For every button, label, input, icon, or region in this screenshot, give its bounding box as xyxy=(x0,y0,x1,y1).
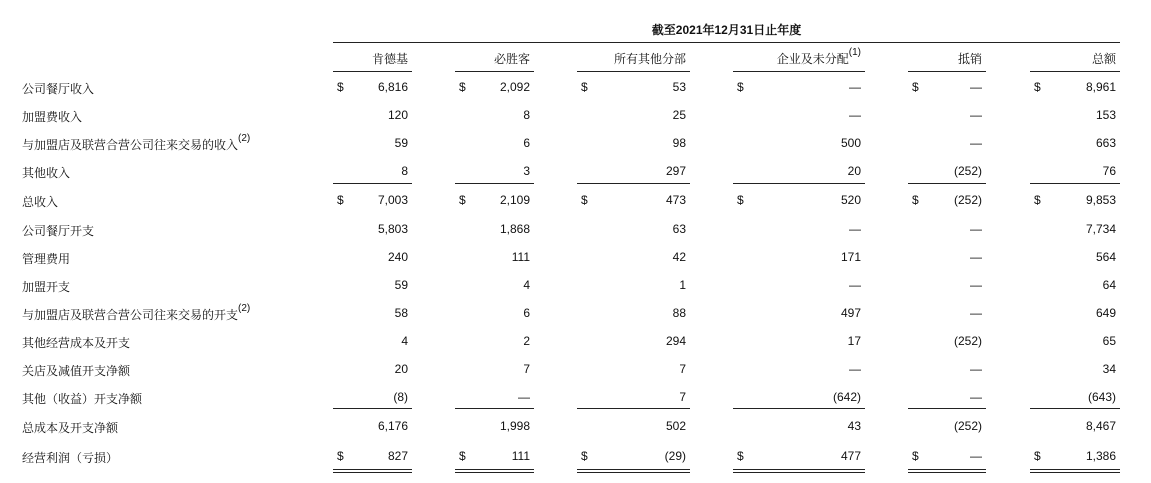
table-row xyxy=(0,80,1151,98)
table-cell xyxy=(333,250,412,268)
table-cell xyxy=(333,80,412,98)
footnote-ref: (2) xyxy=(238,303,251,314)
table-cell xyxy=(1030,164,1120,182)
table-cell xyxy=(333,222,412,240)
table-row xyxy=(0,390,1151,408)
total-double-rule xyxy=(908,469,986,473)
cell-value: 6,176 xyxy=(377,419,408,433)
subtotal-rule xyxy=(733,408,865,409)
cell-value: — xyxy=(970,278,982,292)
subtotal-rule xyxy=(1030,183,1120,184)
table-cell xyxy=(908,250,986,268)
cell-value: 6 xyxy=(523,136,530,150)
currency-symbol: $ xyxy=(581,80,588,94)
table-cell xyxy=(733,419,865,437)
cell-value: 17 xyxy=(847,334,861,348)
row-label-text: 管理费用 xyxy=(22,252,71,266)
cell-value: 7,003 xyxy=(377,193,408,207)
row-label-text: 其他（收益）开支净额 xyxy=(22,392,143,406)
table-row xyxy=(0,334,1151,352)
cell-value: — xyxy=(970,306,982,320)
cell-value: 65 xyxy=(1102,334,1116,348)
cell-value: 8 xyxy=(523,108,530,122)
table-row xyxy=(0,278,1151,296)
column-header xyxy=(908,50,982,66)
column-header xyxy=(333,50,408,66)
cell-value: 171 xyxy=(840,250,861,264)
cell-value: (252) xyxy=(953,164,982,178)
subtotal-rule xyxy=(455,183,534,184)
cell-value: 111 xyxy=(511,250,530,264)
total-double-rule xyxy=(1030,469,1120,473)
subtotal-rule xyxy=(1030,408,1120,409)
table-cell xyxy=(333,193,412,211)
cell-value: 8,467 xyxy=(1085,419,1116,433)
cell-value: — xyxy=(970,449,982,463)
table-cell xyxy=(1030,108,1120,126)
table-cell xyxy=(577,419,690,437)
table-cell xyxy=(908,164,986,182)
cell-value: — xyxy=(849,362,861,376)
cell-value: 477 xyxy=(840,449,861,463)
table-cell xyxy=(455,306,534,324)
column-header xyxy=(1030,50,1116,66)
header-rule xyxy=(577,71,690,72)
column-header xyxy=(455,50,530,66)
cell-value: 649 xyxy=(1095,306,1116,320)
cell-value: — xyxy=(970,362,982,376)
cell-value: 1 xyxy=(679,278,686,292)
table-cell xyxy=(333,136,412,154)
table-cell xyxy=(577,390,690,408)
table-cell xyxy=(455,334,534,352)
table-cell xyxy=(1030,334,1120,352)
table-cell xyxy=(577,164,690,182)
table-cell xyxy=(908,136,986,154)
row-label xyxy=(22,80,94,97)
total-double-rule xyxy=(455,469,534,473)
currency-symbol: $ xyxy=(737,193,744,207)
cell-value: 4 xyxy=(523,278,530,292)
currency-symbol: $ xyxy=(459,80,466,94)
subtotal-rule xyxy=(577,183,690,184)
column-header-label: 所有其他分部 xyxy=(613,52,686,66)
cell-value: 297 xyxy=(665,164,686,178)
row-label xyxy=(22,164,70,181)
column-header-label: 总额 xyxy=(1091,52,1116,66)
cell-value: — xyxy=(849,222,861,236)
table-cell xyxy=(733,80,865,98)
table-cell xyxy=(455,362,534,380)
table-cell xyxy=(455,449,534,467)
table-row xyxy=(0,250,1151,268)
cell-value: — xyxy=(970,250,982,264)
row-label xyxy=(22,193,58,210)
subtotal-rule xyxy=(733,183,865,184)
cell-value: — xyxy=(970,80,982,94)
table-cell xyxy=(733,390,865,408)
table-cell xyxy=(577,136,690,154)
table-cell xyxy=(733,449,865,467)
row-label-text: 总成本及开支净额 xyxy=(22,421,119,435)
cell-value: (29) xyxy=(664,449,686,463)
cell-value: — xyxy=(849,80,861,94)
cell-value: 1,998 xyxy=(499,419,530,433)
cell-value: 76 xyxy=(1102,164,1116,178)
table-cell xyxy=(333,449,412,467)
row-label-text: 其他经营成本及开支 xyxy=(22,336,131,350)
table-cell xyxy=(908,306,986,324)
cell-value: 497 xyxy=(840,306,861,320)
cell-value: 88 xyxy=(672,306,686,320)
table-cell xyxy=(333,362,412,380)
row-label-text: 与加盟店及联营合营公司往来交易的开支 xyxy=(22,308,239,322)
row-label-text: 总收入 xyxy=(22,195,59,209)
cell-value: 34 xyxy=(1102,362,1116,376)
cell-value: (8) xyxy=(393,390,408,404)
table-row xyxy=(0,164,1151,182)
currency-symbol: $ xyxy=(912,80,919,94)
table-cell xyxy=(1030,362,1120,380)
table-cell xyxy=(1030,278,1120,296)
footnote-ref: (1) xyxy=(848,47,861,58)
cell-value: 1,386 xyxy=(1085,449,1116,463)
header-rule xyxy=(333,71,412,72)
row-label xyxy=(22,419,118,436)
table-cell xyxy=(577,80,690,98)
table-cell xyxy=(577,278,690,296)
row-label xyxy=(22,303,251,323)
row-label xyxy=(22,133,251,153)
currency-symbol: $ xyxy=(912,193,919,207)
cell-value: — xyxy=(970,222,982,236)
cell-value: 98 xyxy=(672,136,686,150)
table-cell xyxy=(577,250,690,268)
cell-value: 25 xyxy=(672,108,686,122)
currency-symbol: $ xyxy=(581,449,588,463)
subtotal-rule xyxy=(333,408,412,409)
cell-value: 7,734 xyxy=(1085,222,1116,236)
currency-symbol: $ xyxy=(459,193,466,207)
table-cell xyxy=(577,334,690,352)
row-label-text: 其他收入 xyxy=(22,166,71,180)
table-row xyxy=(0,362,1151,380)
subtotal-rule xyxy=(908,408,986,409)
cell-value: 2 xyxy=(523,334,530,348)
table-cell xyxy=(455,80,534,98)
table-cell xyxy=(908,108,986,126)
table-cell xyxy=(577,306,690,324)
table-cell xyxy=(1030,390,1120,408)
cell-value: 53 xyxy=(672,80,686,94)
currency-symbol: $ xyxy=(581,193,588,207)
cell-value: — xyxy=(970,108,982,122)
table-cell xyxy=(1030,419,1120,437)
cell-value: 111 xyxy=(511,449,530,463)
table-cell xyxy=(577,362,690,380)
cell-value: 7 xyxy=(679,390,686,404)
cell-value: 294 xyxy=(665,334,686,348)
currency-symbol: $ xyxy=(737,449,744,463)
row-label-text: 与加盟店及联营合营公司往来交易的收入 xyxy=(22,138,239,152)
currency-symbol: $ xyxy=(459,449,466,463)
table-cell xyxy=(1030,222,1120,240)
row-label xyxy=(22,250,70,267)
column-header-label: 必胜客 xyxy=(493,52,530,66)
cell-value: 9,853 xyxy=(1085,193,1116,207)
subtotal-rule xyxy=(333,183,412,184)
cell-value: 43 xyxy=(847,419,861,433)
row-label xyxy=(22,108,82,125)
table-cell xyxy=(1030,136,1120,154)
cell-value: 2,109 xyxy=(499,193,530,207)
cell-value: — xyxy=(970,390,982,404)
currency-symbol: $ xyxy=(912,449,919,463)
subtotal-rule xyxy=(455,408,534,409)
row-label xyxy=(22,278,70,295)
cell-value: — xyxy=(970,136,982,150)
table-cell xyxy=(455,278,534,296)
cell-value: 59 xyxy=(394,278,408,292)
table-cell xyxy=(908,193,986,211)
table-cell xyxy=(333,278,412,296)
subtotal-rule xyxy=(908,183,986,184)
table-cell xyxy=(908,449,986,467)
row-label-text: 公司餐厅收入 xyxy=(22,82,95,96)
table-cell xyxy=(333,108,412,126)
column-header-label: 抵销 xyxy=(957,52,982,66)
table-cell xyxy=(577,193,690,211)
table-cell xyxy=(1030,306,1120,324)
row-label-text: 关店及减值开支净额 xyxy=(22,364,131,378)
table-cell xyxy=(908,419,986,437)
cell-value: (252) xyxy=(953,334,982,348)
table-row xyxy=(0,419,1151,437)
currency-symbol: $ xyxy=(1034,80,1041,94)
cell-value: 20 xyxy=(847,164,861,178)
cell-value: 663 xyxy=(1095,136,1116,150)
table-cell xyxy=(455,193,534,211)
row-label-text: 加盟费收入 xyxy=(22,110,83,124)
header-rule xyxy=(733,71,865,72)
table-cell xyxy=(733,334,865,352)
cell-value: 564 xyxy=(1095,250,1116,264)
table-cell xyxy=(733,306,865,324)
table-cell xyxy=(577,222,690,240)
table-cell xyxy=(577,449,690,467)
table-cell xyxy=(908,362,986,380)
table-cell xyxy=(455,390,534,408)
footnote-ref: (2) xyxy=(238,133,251,144)
table-cell xyxy=(1030,80,1120,98)
row-label-text: 经营利润（亏损） xyxy=(22,451,119,465)
column-header-label: 企业及未分配 xyxy=(776,52,849,66)
cell-value: 8,961 xyxy=(1085,80,1116,94)
cell-value: 520 xyxy=(840,193,861,207)
table-cell xyxy=(908,80,986,98)
cell-value: 473 xyxy=(665,193,686,207)
cell-value: (643) xyxy=(1087,390,1116,404)
table-cell xyxy=(333,306,412,324)
table-cell xyxy=(908,390,986,408)
cell-value: 4 xyxy=(401,334,408,348)
column-header-label: 肯德基 xyxy=(371,52,408,66)
table-row xyxy=(0,193,1151,211)
column-header xyxy=(577,50,686,66)
cell-value: — xyxy=(849,108,861,122)
currency-symbol: $ xyxy=(1034,193,1041,207)
total-double-rule xyxy=(577,469,690,473)
table-cell xyxy=(1030,250,1120,268)
cell-value: 827 xyxy=(387,449,408,463)
table-cell xyxy=(333,164,412,182)
table-cell xyxy=(455,222,534,240)
table-cell xyxy=(908,334,986,352)
cell-value: 6 xyxy=(523,306,530,320)
table-row xyxy=(0,303,1151,324)
table-cell xyxy=(733,164,865,182)
table-cell xyxy=(333,334,412,352)
table-cell xyxy=(333,390,412,408)
header-rule xyxy=(1030,71,1120,72)
cell-value: 63 xyxy=(672,222,686,236)
table-cell xyxy=(733,222,865,240)
table-row xyxy=(0,133,1151,154)
table-cell xyxy=(455,250,534,268)
cell-value: 8 xyxy=(401,164,408,178)
table-cell xyxy=(733,193,865,211)
currency-symbol: $ xyxy=(337,193,344,207)
row-label xyxy=(22,362,130,379)
period-rule xyxy=(333,42,1120,43)
table-cell xyxy=(455,164,534,182)
table-cell xyxy=(333,419,412,437)
table-cell xyxy=(455,419,534,437)
table-cell xyxy=(908,278,986,296)
cell-value: 120 xyxy=(387,108,408,122)
table-cell xyxy=(733,136,865,154)
row-label xyxy=(22,222,94,239)
cell-value: (252) xyxy=(953,419,982,433)
row-label-text: 加盟开支 xyxy=(22,280,71,294)
cell-value: — xyxy=(518,390,530,404)
table-cell xyxy=(733,108,865,126)
cell-value: 153 xyxy=(1095,108,1116,122)
currency-symbol: $ xyxy=(337,80,344,94)
cell-value: 2,092 xyxy=(499,80,530,94)
cell-value: 240 xyxy=(387,250,408,264)
table-cell xyxy=(1030,193,1120,211)
cell-value: 58 xyxy=(394,306,408,320)
header-rule xyxy=(908,71,986,72)
cell-value: 64 xyxy=(1102,278,1116,292)
row-label xyxy=(22,334,130,351)
cell-value: (642) xyxy=(832,390,861,404)
cell-value: 502 xyxy=(665,419,686,433)
total-double-rule xyxy=(733,469,865,473)
currency-symbol: $ xyxy=(737,80,744,94)
table-row xyxy=(0,108,1151,126)
cell-value: 42 xyxy=(672,250,686,264)
cell-value: 1,868 xyxy=(499,222,530,236)
subtotal-rule xyxy=(577,408,690,409)
table-cell xyxy=(733,362,865,380)
currency-symbol: $ xyxy=(1034,449,1041,463)
table-cell xyxy=(733,250,865,268)
table-cell xyxy=(455,108,534,126)
table-cell xyxy=(455,136,534,154)
cell-value: 20 xyxy=(394,362,408,376)
currency-symbol: $ xyxy=(337,449,344,463)
cell-value: — xyxy=(849,278,861,292)
table-row xyxy=(0,449,1151,467)
column-header xyxy=(733,47,861,66)
cell-value: 7 xyxy=(523,362,530,376)
cell-value: (252) xyxy=(953,193,982,207)
table-row xyxy=(0,222,1151,240)
cell-value: 5,803 xyxy=(377,222,408,236)
period-title: 截至2021年12月31日止年度 xyxy=(651,23,802,37)
table-cell xyxy=(908,222,986,240)
header-rule xyxy=(455,71,534,72)
row-label xyxy=(22,449,118,466)
cell-value: 7 xyxy=(679,362,686,376)
cell-value: 500 xyxy=(840,136,861,150)
row-label xyxy=(22,390,142,407)
table-cell xyxy=(577,108,690,126)
cell-value: 59 xyxy=(394,136,408,150)
table-cell xyxy=(733,278,865,296)
total-double-rule xyxy=(333,469,412,473)
cell-value: 3 xyxy=(523,164,530,178)
table-cell xyxy=(1030,449,1120,467)
cell-value: 6,816 xyxy=(377,80,408,94)
row-label-text: 公司餐厅开支 xyxy=(22,224,95,238)
